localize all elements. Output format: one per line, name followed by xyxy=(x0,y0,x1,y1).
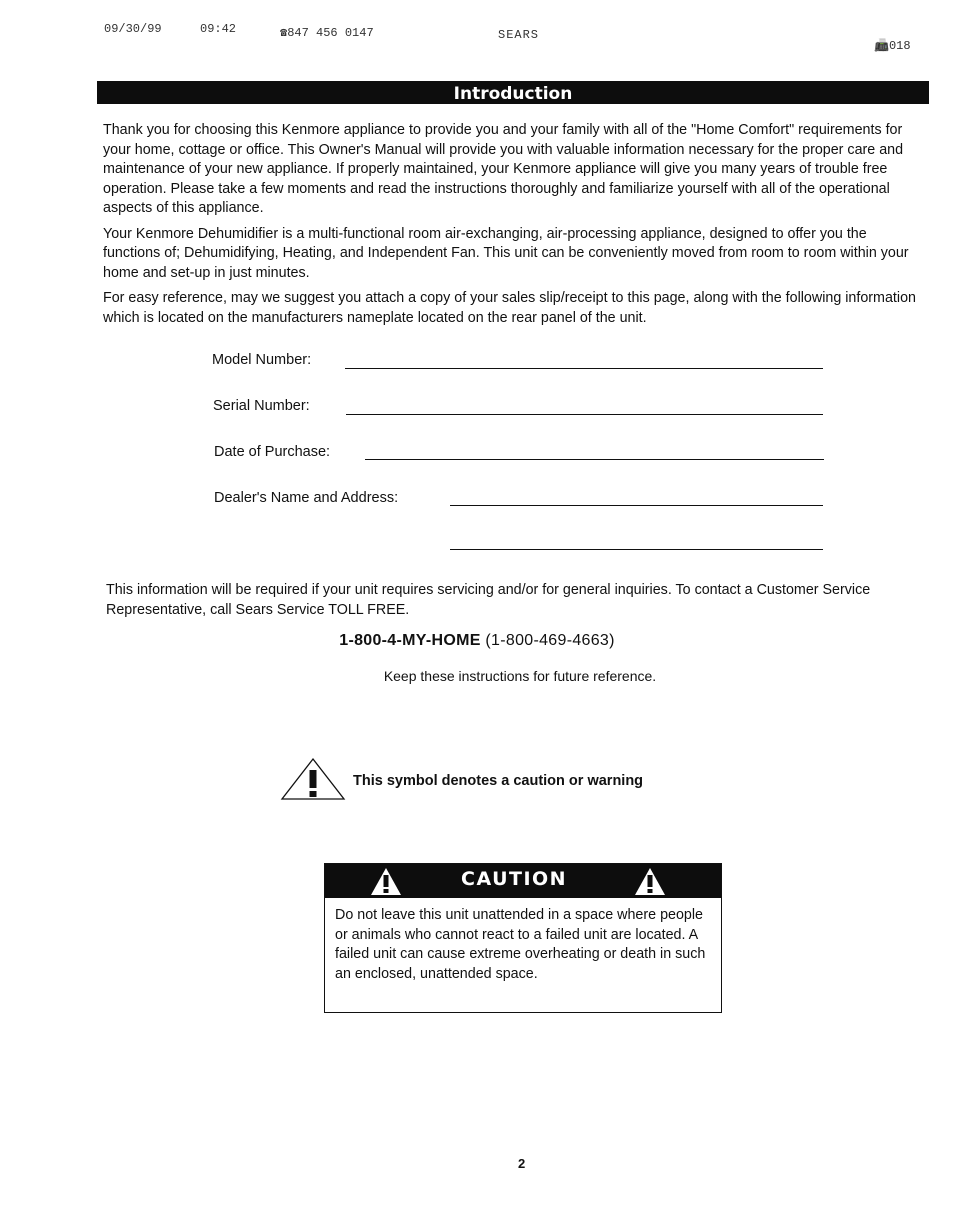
support-phone xyxy=(0,632,954,650)
section-title: Introduction xyxy=(97,81,929,104)
caution-title: CAUTION xyxy=(461,868,568,890)
intro-paragraph: Your Kenmore Dehumidifier is a multi-functional room air-exchanging, air-processing appliance, designed to offer you the functions of; Dehumidifying, Heating, and Independent Fan. This unit can be conveniently moved from room to room within your home and set-up in just minutes. xyxy=(103,225,909,281)
model-number-label: Model Number: xyxy=(212,352,312,368)
purchase-date-label: Date of Purchase: xyxy=(214,444,331,460)
fax-phone: ☎847 456 0147 xyxy=(280,26,374,40)
intro-text xyxy=(103,121,925,334)
fax-sender: SEARS xyxy=(498,28,540,42)
model-number-field[interactable] xyxy=(212,352,311,368)
caution-box xyxy=(324,863,722,1013)
serial-number-blank[interactable] xyxy=(346,414,823,415)
model-number-blank[interactable] xyxy=(345,368,823,369)
symbol-description: This symbol denotes a caution or warning xyxy=(353,773,644,789)
caution-text: Do not leave this unit unattended in a space where people or animals who cannot react to a failed unit are located. A failed unit can cause extreme overheating or death in such an enclosed, unattended space. xyxy=(335,907,706,982)
dealer-field[interactable] xyxy=(214,490,398,506)
fax-time: 09:42 xyxy=(200,22,237,36)
dealer-label: Dealer's Name and Address: xyxy=(214,490,399,506)
serial-number-field[interactable] xyxy=(213,398,310,414)
caution-header xyxy=(325,864,721,898)
dealer-blank-line-2[interactable] xyxy=(450,549,823,550)
fax-date: 09/30/99 xyxy=(104,22,162,36)
dealer-blank-line-1[interactable] xyxy=(450,505,823,506)
purchase-date-field[interactable] xyxy=(214,444,330,460)
fax-page-count: 📠018 xyxy=(874,39,911,53)
page-number: 2 xyxy=(518,1156,526,1171)
phone-mnemonic: 1-800-4-MY-HOME xyxy=(339,632,481,649)
warning-triangle-icon xyxy=(634,867,666,896)
purchase-date-blank[interactable] xyxy=(365,459,824,460)
intro-paragraph: For easy reference, may we suggest you attach a copy of your sales slip/receipt to this page, along with the following information which is located on the manufacturers nameplate located on the rear panel of the unit. xyxy=(103,290,916,326)
symbol-legend xyxy=(280,757,720,801)
keep-instructions-note: Keep these instructions for future reference. xyxy=(383,668,657,684)
warning-triangle-icon xyxy=(280,757,346,801)
contact-text: This information will be required if your unit requires servicing and/or for general inquiries. To contact a Customer Service Representative, call Sears Service TOLL FREE. xyxy=(106,582,871,618)
warning-triangle-icon xyxy=(370,867,402,896)
intro-paragraph: Thank you for choosing this Kenmore appliance to provide you and your family with all of the "Home Comfort" requirements for your home, cottage or office. This Owner's Manual will provide you with valuable information necessary for the proper care and maintenance of your new appliance. If properly maintained, your Kenmore appliance will give you many years of trouble free operation. Please take a few moments and read the instructions thoroughly and familiarize yourself with all of the operational aspects of this appliance. xyxy=(103,122,904,216)
serial-number-label: Serial Number: xyxy=(213,398,310,414)
fax-header xyxy=(104,22,924,52)
phone-numeric: (1-800-469-4663) xyxy=(485,632,615,649)
